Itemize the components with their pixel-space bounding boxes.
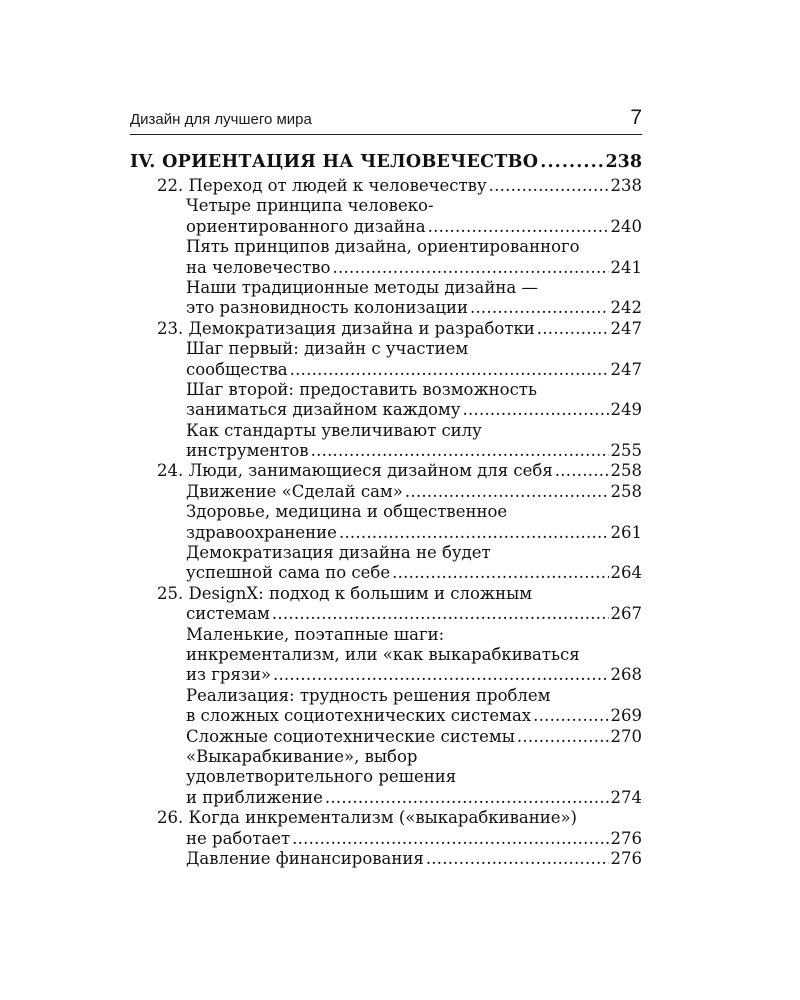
toc-entry-title: успешной сама по себе (186, 563, 391, 583)
toc-entry-title: 23. Демократизация дизайна и разработки (157, 318, 535, 338)
toc-leader-dots (489, 176, 609, 196)
toc-part-title: IV. ОРИЕНТАЦИЯ НА ЧЕЛОВЕЧЕСТВО (130, 152, 539, 172)
toc-entry-page: 241 (610, 257, 642, 277)
toc-entry-page: 249 (610, 400, 642, 420)
toc-entry-title: не работает (186, 828, 291, 848)
toc-entry-title: в сложных социотехнических системах (186, 706, 532, 726)
toc-entry-title: 22. Переход от людей к человечеству (157, 176, 487, 195)
toc-entry-title: Реализация: трудность решения проблем (186, 685, 551, 705)
toc-entry-page: 258 (610, 481, 642, 501)
toc-entry-line (130, 278, 642, 298)
toc-entry-title: 26. Когда инкрементализм («выкарабкивание») (157, 808, 577, 828)
toc-entry-line (130, 563, 642, 583)
toc-entry-line (130, 686, 642, 706)
toc-leader-dots (272, 604, 609, 624)
toc-entry-title: Шаг второй: предоставить возможность (186, 379, 537, 399)
toc-entry-title: из грязи» (186, 665, 271, 685)
toc-leader-dots (517, 727, 609, 747)
toc-entry-line (130, 380, 642, 400)
toc-leader-dots (392, 563, 608, 583)
toc-entry-line (130, 604, 642, 624)
toc-entry-line (130, 584, 642, 604)
toc-entry-title: на человечество (186, 257, 331, 277)
toc-entry-title: Как стандарты увеличивают силу (186, 420, 482, 440)
running-header-title: Дизайн для лучшего мира (130, 111, 312, 128)
toc-entry-page: 247 (610, 359, 642, 379)
toc-entry-line (130, 727, 642, 747)
toc-entry-title: 24. Люди, занимающиеся дизайном для себя (157, 461, 553, 481)
toc-leader-dots (470, 298, 609, 318)
toc-entry-title: Здоровье, медицина и общественное (186, 502, 508, 522)
toc-entry-title: Шаг первый: дизайн с участием (186, 339, 469, 359)
toc-entry-line (130, 808, 642, 828)
toc-leader-dots (339, 523, 609, 543)
toc-leader-dots (333, 258, 609, 278)
toc-entry-line (130, 706, 642, 726)
toc-entry-page: 274 (610, 787, 642, 807)
running-header (130, 108, 642, 135)
toc-entry-page: 255 (610, 441, 642, 461)
toc-entry-title: Пять принципов дизайна, ориентированного (186, 237, 580, 257)
toc-entry-title: сообщества (186, 359, 288, 379)
toc-entry-line (130, 360, 642, 380)
toc-entry-page: 258 (610, 461, 642, 481)
page-number: 7 (630, 106, 642, 129)
toc-entry-line (130, 176, 642, 196)
toc-entry-page: 240 (610, 216, 642, 236)
toc-entry-line (130, 217, 642, 237)
toc-leader-dots (428, 217, 609, 237)
toc-entry-line (130, 523, 642, 543)
toc-entry-line (130, 482, 642, 502)
toc-entry-page: 264 (610, 563, 642, 583)
toc-entry-line (130, 788, 642, 808)
toc-entry-page: 242 (610, 298, 642, 318)
toc-entry-title: Сложные социотехнические системы (186, 726, 515, 746)
toc-leader-dots (426, 849, 609, 869)
toc-entry-line (130, 543, 642, 563)
toc-entry-page: 270 (610, 726, 642, 746)
toc-leader-dots (540, 152, 603, 172)
toc-entry-page: 238 (610, 176, 642, 195)
toc-entry-title: Демократизация дизайна не будет (186, 543, 491, 563)
toc-entry-page: 269 (610, 706, 642, 726)
toc-entry-line (130, 237, 642, 257)
toc-entry-page: 267 (610, 604, 642, 624)
toc-leader-dots (537, 319, 609, 339)
toc-entry-line (130, 319, 642, 339)
toc-entry-line (130, 625, 642, 645)
toc-entry-title: Давление финансирования (186, 848, 424, 868)
toc-leader-dots (290, 360, 609, 380)
toc-entry-line (130, 400, 642, 420)
table-of-contents (130, 152, 642, 869)
toc-entry-line (130, 829, 642, 849)
toc-entry-title: «Выкарабкивание», выбор (186, 746, 418, 766)
toc-entry-line (130, 461, 642, 481)
toc-entry-line (130, 502, 642, 522)
toc-entry-line (130, 196, 642, 216)
toc-entry-title: здравоохранение (186, 522, 337, 542)
toc-entry-title: инструментов (186, 441, 309, 461)
toc-leader-dots (405, 482, 609, 502)
toc-leader-dots (533, 706, 608, 726)
toc-entry-line (130, 665, 642, 685)
toc-entry-page: 247 (610, 318, 642, 338)
toc-entry-title: 25. DesignX: подход к большим и сложным (157, 583, 533, 603)
toc-leader-dots (292, 829, 608, 849)
toc-part-page: 238 (605, 152, 642, 172)
toc-entry-line (130, 258, 642, 278)
toc-entry-line (130, 767, 642, 787)
toc-entry-title: Наши традиционные методы дизайна — (186, 277, 538, 297)
toc-entry-line (130, 298, 642, 318)
toc-entry-page: 268 (610, 665, 642, 685)
toc-entry-title: удовлетворительного решения (186, 767, 457, 787)
toc-entry-line (130, 339, 642, 359)
toc-leader-dots (311, 441, 609, 461)
toc-leader-dots (273, 665, 609, 685)
toc-entry-title: это разновидность колонизации (186, 298, 468, 318)
toc-leader-dots (325, 788, 609, 808)
toc-entry-title: ориентированного дизайна (186, 216, 426, 236)
toc-entry-title: системам (186, 604, 270, 624)
toc-entry-page: 276 (610, 848, 642, 868)
toc-entry-title: Маленькие, поэтапные шаги: (186, 624, 445, 644)
toc-entry-line (130, 441, 642, 461)
toc-entry-line (130, 747, 642, 767)
toc-part-heading (130, 152, 642, 176)
toc-entry-title: Движение «Сделай сам» (186, 481, 403, 501)
toc-entry-title: и приближение (186, 787, 323, 807)
toc-entry-line (130, 849, 642, 869)
toc-entry-title: заниматься дизайном каждому (186, 400, 461, 420)
toc-entry-page: 261 (610, 522, 642, 542)
toc-leader-dots (555, 461, 609, 481)
toc-entry-title: инкрементализм, или «как выкарабкиваться (186, 644, 580, 664)
toc-entry-line (130, 421, 642, 441)
toc-entry-title: Четыре принципа человеко- (186, 196, 434, 216)
toc-entry-line (130, 645, 642, 665)
toc-entry-page: 276 (610, 828, 642, 848)
toc-leader-dots (462, 400, 608, 420)
